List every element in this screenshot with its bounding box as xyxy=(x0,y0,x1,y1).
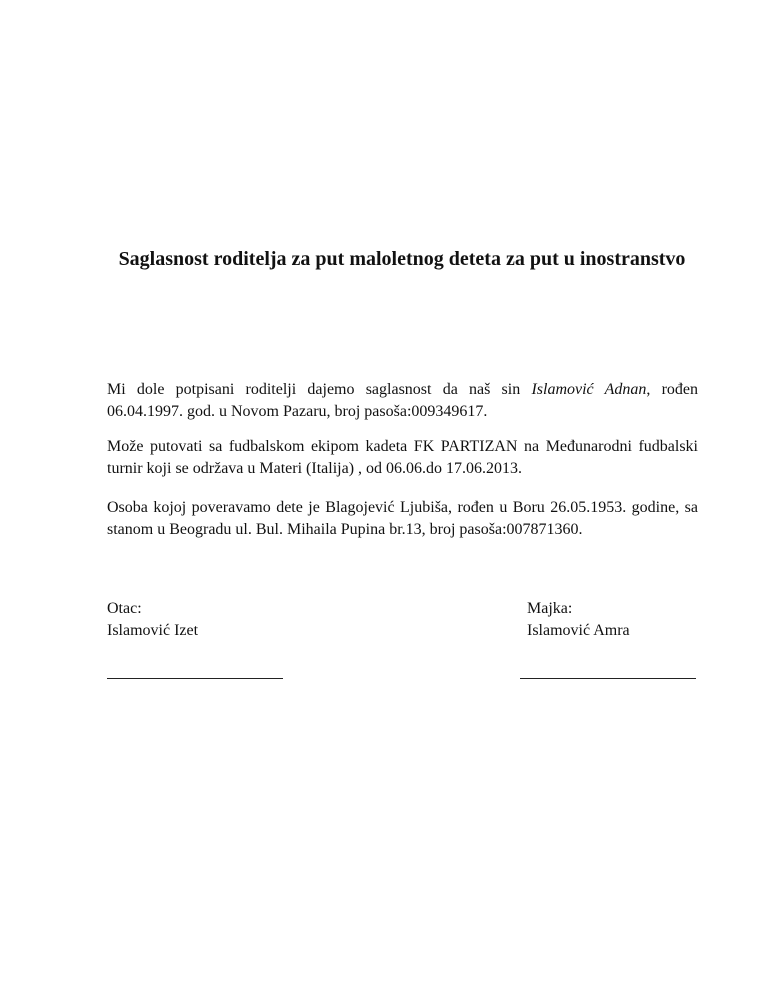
paragraph-text-start: Mi dole potpisani roditelji dajemo saglasnost da naš sin xyxy=(107,381,532,398)
travel-paragraph: Može putovati sa fudbalskom ekipom kadeta FK PARTIZAN na Međunarodni fudbalski turnir koji se održava u Materi (Italija) , od 06.06.do 17.06.2013. xyxy=(107,438,698,477)
father-label: Otac: xyxy=(107,600,142,617)
mother-signature-line xyxy=(520,678,696,679)
father-signature-block xyxy=(107,598,198,642)
document-title: Saglasnost roditelja za put maloletnog deteta za put u inostranstvo xyxy=(118,248,686,270)
mother-signature-block xyxy=(527,598,630,642)
father-name: Islamović Izet xyxy=(107,622,199,639)
consent-paragraph xyxy=(107,379,698,423)
paragraph-text-end: , rođen 06.04.1997. god. u Novom Pazaru, broj pasoša:009349617. xyxy=(107,381,699,420)
mother-label: Majka: xyxy=(527,600,573,617)
child-name: Islamović Adnan xyxy=(531,381,647,398)
father-signature-line xyxy=(107,678,283,679)
mother-name: Islamović Amra xyxy=(527,622,630,639)
guardian-paragraph: Osoba kojoj poveravamo dete je Blagojević Ljubiša, rođen u Boru 26.05.1953. godine, sa stanom u Beogradu ul. Bul. Mihaila Pupina br.13, broj pasoša:007871360. xyxy=(107,499,698,538)
